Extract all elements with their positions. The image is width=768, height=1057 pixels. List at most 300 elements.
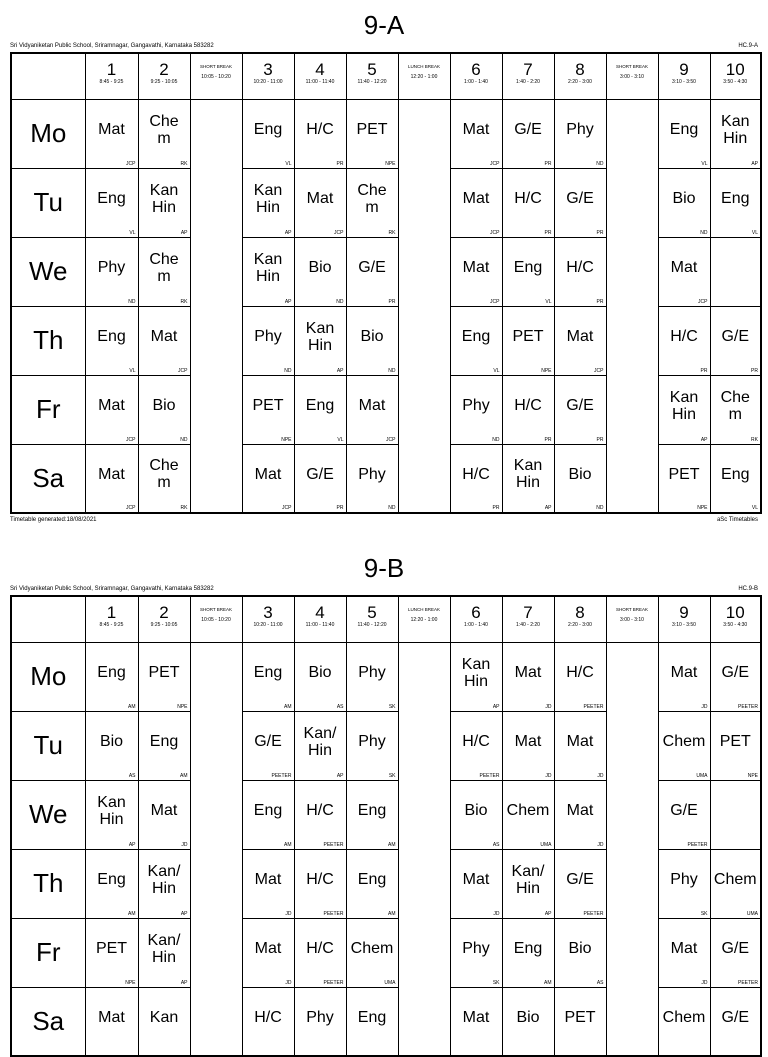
header-meta [10,586,758,593]
subject: PET [719,733,751,750]
subject: Eng [97,328,126,345]
teacher-code: AP [180,910,188,917]
day-label: Sa [11,444,85,513]
break-label: LUNCH BREAK [407,607,440,612]
period-header [294,596,346,642]
lesson-cell [242,642,294,711]
lesson-cell [294,780,346,849]
subject: Chem [662,733,706,750]
period-time: 1:40 - 2:20 [516,622,540,628]
subject: Bio [464,802,488,819]
subject: G/E [566,397,594,414]
lesson-cell [502,918,554,987]
subject: G/E [306,465,334,483]
subject: Kan/ Hin [303,724,337,759]
subject: PET [356,121,388,138]
break-cell [398,711,450,780]
period-time: 8:45 - 9:25 [99,622,124,628]
teacher-code: AP [336,367,344,374]
subject: Eng [253,802,283,819]
subject: H/C [514,190,542,207]
teacher-code: ND [596,505,604,511]
break-cell [606,711,658,780]
teacher-code: JD [701,979,708,986]
subject: Kan Hin [253,250,283,285]
subject: Mat [566,328,594,345]
subject: H/C [462,465,490,483]
lesson-cell [138,987,190,1056]
break-cell [190,780,242,849]
period-number: 8 [575,60,585,79]
subject: Che m [720,388,750,423]
lesson-cell [554,849,606,918]
teacher-code: PEETER [583,703,604,710]
subject: Bio [516,1008,540,1026]
teacher-code: PR [700,367,708,374]
period-number: 7 [523,60,533,79]
subject: H/C [254,1008,282,1026]
teacher-code: SK [388,703,396,710]
period-time: 3:00 - 3:10 [620,617,644,623]
teacher-code: VL [129,367,136,374]
lesson-cell [658,642,710,711]
subject: Che m [149,112,179,147]
lesson-cell [85,987,138,1056]
subject: G/E [670,802,698,819]
teacher-code: UMA [696,772,708,779]
subject: Mat [566,802,594,819]
teacher-code: AM [544,979,552,986]
break-cell [398,918,450,987]
day-row [11,642,761,711]
subject: G/E [358,259,386,276]
teacher-code: VL [493,367,500,374]
teacher-code: AS [336,703,344,710]
lesson-cell [294,918,346,987]
subject: Kan Hin [305,319,335,354]
subject: PET [668,465,700,483]
period-header [450,596,502,642]
subject: Mat [670,940,698,957]
period-header [710,596,761,642]
teacher-code: AP [284,229,292,236]
period-time: 9:25 - 10:05 [150,79,178,85]
teacher-code: PR [544,160,552,167]
subject: Kan Hin [721,112,750,147]
period-number: 1 [106,603,117,622]
teacher-code: PEETER [737,703,758,710]
teacher-code: JCP [126,160,136,167]
period-number: 3 [263,603,273,622]
period-number: 1 [106,60,117,79]
teacher-code: NPE [747,772,758,779]
lesson-cell [450,918,502,987]
subject: Mat [514,664,542,681]
lesson-cell [242,780,294,849]
period-number: 10 [725,603,745,622]
lesson-cell [85,642,138,711]
school-name: Sri Vidyaniketan Public School, Sriramnagar, Gangavathi, Karnataka 583282 [10,43,214,49]
subject: Kan [149,1008,179,1026]
subject: Eng [721,190,750,207]
subject: Phy [358,664,386,681]
subject: Mat [462,871,490,888]
subject: Eng [461,328,491,345]
day-label: Sa [11,987,85,1056]
subject: Kan Hin [513,457,543,492]
teacher-code: JD [701,703,708,710]
lesson-cell [346,918,398,987]
period-time: 10:05 - 10:20 [201,617,231,623]
teacher-code: NPE [385,160,396,167]
subject: Kan Hin [97,793,126,828]
teacher-code: JD [285,979,292,986]
teacher-code: AP [492,703,500,710]
teacher-code: JD [181,841,188,848]
period-time: 11:00 - 11:40 [305,79,335,85]
lesson-cell [554,987,606,1056]
lesson-cell [85,711,138,780]
header-row [11,596,761,642]
teacher-code: AM [388,841,396,848]
teacher-code: JCP [334,229,344,236]
teacher-code: AP [544,910,552,917]
teacher-code: PEETER [323,910,344,917]
subject: Bio [672,190,696,207]
teacher-code: PR [544,229,552,236]
break-cell [190,642,242,711]
teacher-code: PR [492,505,500,511]
subject: Eng [149,733,179,750]
period-time: 2:20 - 3:00 [568,79,592,85]
subject: Eng [357,1008,387,1026]
section-title: 9-B [363,553,405,583]
subject: Eng [253,664,283,681]
break-cell [190,987,242,1056]
period-header [242,596,294,642]
teacher-code: JD [493,910,500,917]
subject: Phy [462,940,490,957]
lesson-cell [242,711,294,780]
subject: Bio [308,664,332,681]
lesson-cell [658,918,710,987]
break-cell [606,780,658,849]
period-header [138,596,190,642]
subject: Bio [568,465,592,483]
teacher-code: SK [700,910,708,917]
break-label: SHORT BREAK [199,64,233,69]
subject: H/C [566,664,594,681]
period-number: 8 [575,603,585,622]
subject: Phy [358,733,386,750]
teacher-code: ND [284,367,292,374]
school-name: Sri Vidyaniketan Public School, Sriramnagar, Gangavathi, Karnataka 583282 [10,586,214,592]
subject: H/C [306,940,334,957]
subject: Mat [566,733,594,750]
lesson-cell [710,780,761,849]
teacher-code: PR [596,436,604,443]
subject: Mat [98,1008,125,1026]
teacher-code: JD [597,772,604,779]
subject: Mat [150,802,178,819]
teacher-code: JD [597,841,604,848]
lesson-cell [554,780,606,849]
period-number: 4 [315,603,325,622]
subject: Mat [462,259,490,276]
period-time: 3:50 - 4:30 [723,622,748,628]
teacher-code: AS [128,772,136,779]
period-time: 10:20 - 11:00 [253,79,283,85]
teacher-code: UMA [540,841,552,848]
subject: Bio [308,259,332,276]
teacher-code: JCP [698,298,708,305]
timetable-grid [10,595,762,1057]
teacher-code: NPE [281,436,292,443]
subject: H/C [566,259,594,276]
subject: Mat [670,664,698,681]
subject: Mat [670,259,698,276]
lesson-cell [554,711,606,780]
subject: G/E [254,733,282,750]
teacher-code: JCP [126,505,136,511]
subject: Phy [97,259,126,276]
teacher-code: ND [700,229,708,236]
period-time: 11:40 - 12:20 [357,622,387,628]
lesson-cell [710,711,761,780]
teacher-code: AP [180,979,188,986]
break-label: SHORT BREAK [199,607,233,612]
teacher-code: JCP [490,160,500,167]
period-number: 10 [725,60,745,79]
subject: Kan/ Hin [147,931,181,966]
lesson-cell [346,780,398,849]
lesson-cell [502,711,554,780]
teacher-code: AP [751,160,758,167]
subject: Bio [152,397,176,414]
day-row [11,711,761,780]
lesson-cell [85,780,138,849]
lesson-cell [138,711,190,780]
lesson-cell [554,918,606,987]
subject: Bio [99,733,124,750]
subject: G/E [721,940,750,957]
subject: Kan Hin [253,181,283,216]
lesson-cell [658,987,710,1056]
period-time: 12:20 - 1:00 [410,74,438,80]
teacher-code: PR [336,505,344,511]
teacher-code: PEETER [737,979,758,986]
teacher-code: ND [388,367,396,374]
break-label: SHORT BREAK [615,64,649,69]
teacher-code: VL [701,160,708,167]
lesson-cell [710,642,761,711]
subject: Mat [462,190,490,207]
subject: PET [95,940,128,957]
break-cell [398,849,450,918]
teacher-code: AP [700,436,708,443]
teacher-code: NPE [541,367,552,374]
teacher-code: PEETER [583,910,604,917]
subject: Phy [306,1008,334,1026]
teacher-code: PR [544,436,552,443]
period-time: 3:10 - 3:50 [672,79,696,85]
teacher-code: RK [388,229,396,236]
lesson-cell [346,711,398,780]
teacher-code: NPE [177,703,188,710]
subject: Kan Hin [669,388,699,423]
lesson-cell [242,987,294,1056]
lesson-cell [294,642,346,711]
subject: G/E [566,190,594,207]
teacher-code: NPE [697,505,708,511]
teacher-code: ND [492,436,500,443]
period-number: 9 [679,603,689,622]
subject: Mat [462,121,490,138]
subject: PET [252,397,284,414]
subject: Chem [506,802,550,819]
lesson-cell [450,987,502,1056]
period-time: 3:50 - 4:30 [723,79,748,85]
subject: Chem [713,871,757,888]
teacher-code: VL [285,160,292,167]
subject: Mat [358,397,386,414]
corner-cell [11,596,85,642]
teacher-code: RK [180,160,188,167]
lesson-cell [502,987,554,1056]
subject: Kan Hin [461,655,491,690]
teacher-code: JCP [178,367,188,374]
lesson-cell [294,711,346,780]
period-time: 10:05 - 10:20 [201,74,231,80]
break-label: LUNCH BREAK [407,64,440,69]
lesson-cell [450,780,502,849]
subject: Eng [253,121,283,138]
period-time: 1:40 - 2:20 [516,79,540,85]
teacher-code: ND [336,298,344,305]
period-time: 1:00 - 1:40 [464,622,488,628]
period-number: 7 [523,603,533,622]
subject: H/C [306,121,334,138]
teacher-code: PR [596,229,604,236]
teacher-code: AM [284,703,292,710]
lesson-cell [502,642,554,711]
teacher-code: UMA [384,979,396,986]
teacher-code: JCP [490,298,500,305]
lesson-cell [658,849,710,918]
period-number: 9 [679,60,689,79]
teacher-code: AP [284,298,292,305]
teacher-code: VL [337,436,344,443]
subject: Phy [358,465,386,483]
lesson-cell [450,711,502,780]
teacher-code: PEETER [323,841,344,848]
period-number: 4 [315,60,325,79]
lesson-cell [710,918,761,987]
period-number: 2 [159,603,169,622]
brand-name: aSc Timetables [716,517,758,523]
teacher-code: RK [180,298,188,305]
period-header [346,596,398,642]
lesson-cell [502,849,554,918]
teacher-code: JD [545,703,552,710]
subject: Mat [462,1008,490,1026]
teacher-code: PR [596,298,604,305]
teacher-code: AM [388,910,396,917]
subject: Eng [357,802,387,819]
day-label: Fr [11,918,85,987]
period-time: 11:40 - 12:20 [357,79,387,85]
period-time: 3:10 - 3:50 [672,622,696,628]
generated-date: Timetable generated:18/08/2021 [10,517,97,523]
teacher-code: SK [492,979,500,986]
teacher-code: AM [128,703,136,710]
subject: Kan/ Hin [147,862,181,897]
class-code: HC.9-A [738,43,758,49]
teacher-code: ND [180,436,188,443]
break-cell [606,987,658,1056]
class-code: HC.9-B [738,586,758,592]
subject: PET [564,1008,596,1026]
teacher-code: JD [545,772,552,779]
lesson-cell [710,987,761,1056]
subject: H/C [514,397,542,414]
break-header [190,596,242,642]
period-time: 8:45 - 9:25 [99,79,124,85]
teacher-code: PR [751,367,758,374]
day-label: Fr [11,375,85,444]
period-time: 11:00 - 11:40 [305,622,335,628]
teacher-code: VL [545,298,552,305]
period-number: 5 [367,60,377,79]
subject: H/C [306,802,334,819]
day-label: Th [11,306,85,375]
lesson-cell [346,849,398,918]
subject: Mat [254,940,282,957]
subject: Mat [254,871,282,888]
teacher-code: AM [284,841,292,848]
period-number: 6 [471,603,481,622]
period-header [658,596,710,642]
period-number: 5 [367,603,377,622]
subject: G/E [514,121,542,138]
subject: G/E [566,871,594,888]
day-label: Tu [11,711,85,780]
teacher-code: PEETER [323,979,344,986]
period-header [502,596,554,642]
break-cell [398,987,450,1056]
day-label: We [11,237,85,306]
period-number: 2 [159,60,169,79]
teacher-code: PR [388,298,396,305]
subject: Eng [97,871,126,888]
subject: Mat [306,190,334,207]
lesson-cell [554,642,606,711]
teacher-code: PR [336,160,344,167]
period-time: 1:00 - 1:40 [464,79,488,85]
period-header [554,596,606,642]
subject: Eng [357,871,387,888]
subject: Eng [721,465,750,483]
subject: H/C [306,871,334,888]
teacher-code: VL [751,229,758,236]
subject: G/E [721,1008,750,1026]
teacher-code: JD [285,910,292,917]
lesson-cell [138,918,190,987]
day-label: We [11,780,85,849]
subject: Mat [254,465,282,483]
period-time: 12:20 - 1:00 [410,617,438,623]
subject: Kan Hin [149,181,179,216]
